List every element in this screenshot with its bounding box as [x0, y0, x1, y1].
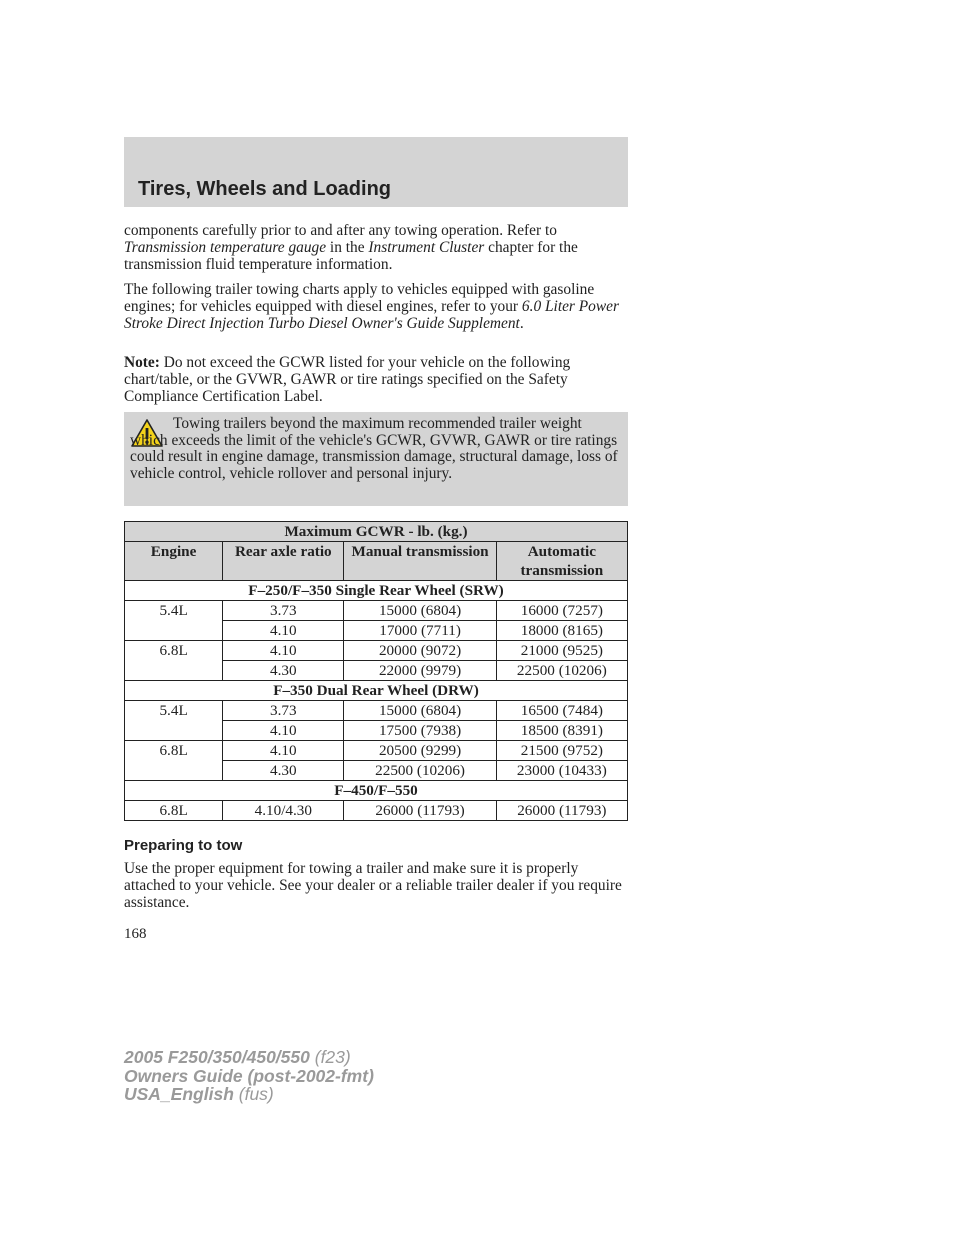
charts-text-2: . [519, 315, 524, 332]
axle-cell: 4.10 [223, 721, 344, 741]
section-heading: F–350 Dual Rear Wheel (DRW) [125, 681, 628, 701]
intro-paragraph [124, 222, 628, 273]
col-header-axle: Rear axle ratio [223, 542, 344, 581]
manual-cell: 22500 (10206) [344, 761, 496, 781]
engine-cell: 6.8L [125, 741, 223, 781]
note-label: Note: [124, 354, 160, 371]
axle-cell: 4.10 [223, 621, 344, 641]
col-header-automatic: Automatic transmission [496, 542, 627, 581]
axle-cell: 4.30 [223, 661, 344, 681]
automatic-cell: 18500 (8391) [496, 721, 627, 741]
intro-ref-gauge: Transmission temperature gauge [124, 239, 327, 256]
intro-text-1: components carefully prior to and after any towing operation. Refer to [124, 222, 557, 239]
footer-guide: Owners Guide (post-2002-fmt) [124, 1065, 374, 1086]
intro-text-3: chapter for the transmission fluid temperature information. [124, 239, 578, 273]
manual-cell: 22000 (9979) [344, 661, 496, 681]
col-header-engine: Engine [125, 542, 223, 581]
axle-cell: 3.73 [223, 701, 344, 721]
table-row [125, 641, 628, 661]
table-row [125, 741, 628, 761]
note-paragraph [124, 354, 628, 405]
intro-ref-cluster: Instrument Cluster [368, 239, 485, 256]
manual-cell: 20000 (9072) [344, 641, 496, 661]
manual-cell: 20500 (9299) [344, 741, 496, 761]
axle-cell: 4.10/4.30 [223, 801, 344, 821]
axle-cell: 4.10 [223, 741, 344, 761]
engine-cell: 5.4L [125, 701, 223, 741]
automatic-cell: 21000 (9525) [496, 641, 627, 661]
engine-cell: 5.4L [125, 601, 223, 641]
diesel-guide-ref: 6.0 Liter Power Stroke Direct Injection Turbo Diesel Owner's Guide Supplement [124, 298, 619, 332]
table-title: Maximum GCWR - lb. (kg.) [125, 522, 628, 542]
automatic-cell: 21500 (9752) [496, 741, 627, 761]
manual-cell: 15000 (6804) [344, 601, 496, 621]
engine-cell: 6.8L [125, 641, 223, 681]
section-heading: F–450/F–550 [125, 781, 628, 801]
automatic-cell: 16500 (7484) [496, 701, 627, 721]
automatic-cell: 16000 (7257) [496, 601, 627, 621]
manual-cell: 17500 (7938) [344, 721, 496, 741]
manual-cell: 26000 (11793) [344, 801, 496, 821]
automatic-cell: 23000 (10433) [496, 761, 627, 781]
intro-text-2: in the [326, 239, 369, 256]
manual-cell: 15000 (6804) [344, 701, 496, 721]
footer-language-code: (fus) [233, 1084, 274, 1104]
charts-text-1: The following trailer towing charts apply to vehicles equipped with gasoline engines; for vehicles equipped with diesel engines, refer to your [124, 281, 595, 315]
gcwr-table [124, 521, 628, 821]
towing-charts-paragraph [124, 281, 628, 332]
table-row [125, 601, 628, 621]
automatic-cell: 18000 (8165) [496, 621, 627, 641]
note-text: Do not exceed the GCWR listed for your vehicle on the following chart/table, or the GVWR, GAWR or tire ratings specified on the Safety Compliance Certification Label. [124, 354, 571, 405]
axle-cell: 3.73 [223, 601, 344, 621]
footer-model: 2005 F250/350/450/550 [124, 1047, 310, 1067]
page-number: 168 [124, 926, 147, 942]
engine-cell: 6.8L [125, 801, 223, 821]
section-heading: F–250/F–350 Single Rear Wheel (SRW) [125, 581, 628, 601]
warning-text: Towing trailers beyond the maximum recommended trailer weight which exceeds the limit of the vehicle's GCWR, GVWR, GAWR or tire ratings could result in engine damage, transmission damage, structural damage, loss of vehicle control, vehicle rollover and personal injury. [130, 415, 618, 482]
table-row [125, 701, 628, 721]
preparing-text: Use the proper equipment for towing a trailer and make sure it is properly attached to your vehicle. See your dealer or a reliable trailer dealer if you require assistance. [124, 860, 622, 911]
preparing-heading: Preparing to tow [124, 837, 243, 854]
footer-identifier [124, 1048, 374, 1104]
automatic-cell: 26000 (11793) [496, 801, 627, 821]
footer-language: USA_English [124, 1084, 234, 1104]
axle-cell: 4.10 [223, 641, 344, 661]
footer-model-code: (f23) [309, 1047, 351, 1067]
col-header-manual: Manual transmission [344, 542, 496, 581]
axle-cell: 4.30 [223, 761, 344, 781]
manual-cell: 17000 (7711) [344, 621, 496, 641]
automatic-cell: 22500 (10206) [496, 661, 627, 681]
page-title: Tires, Wheels and Loading [138, 178, 392, 200]
table-row [125, 801, 628, 821]
